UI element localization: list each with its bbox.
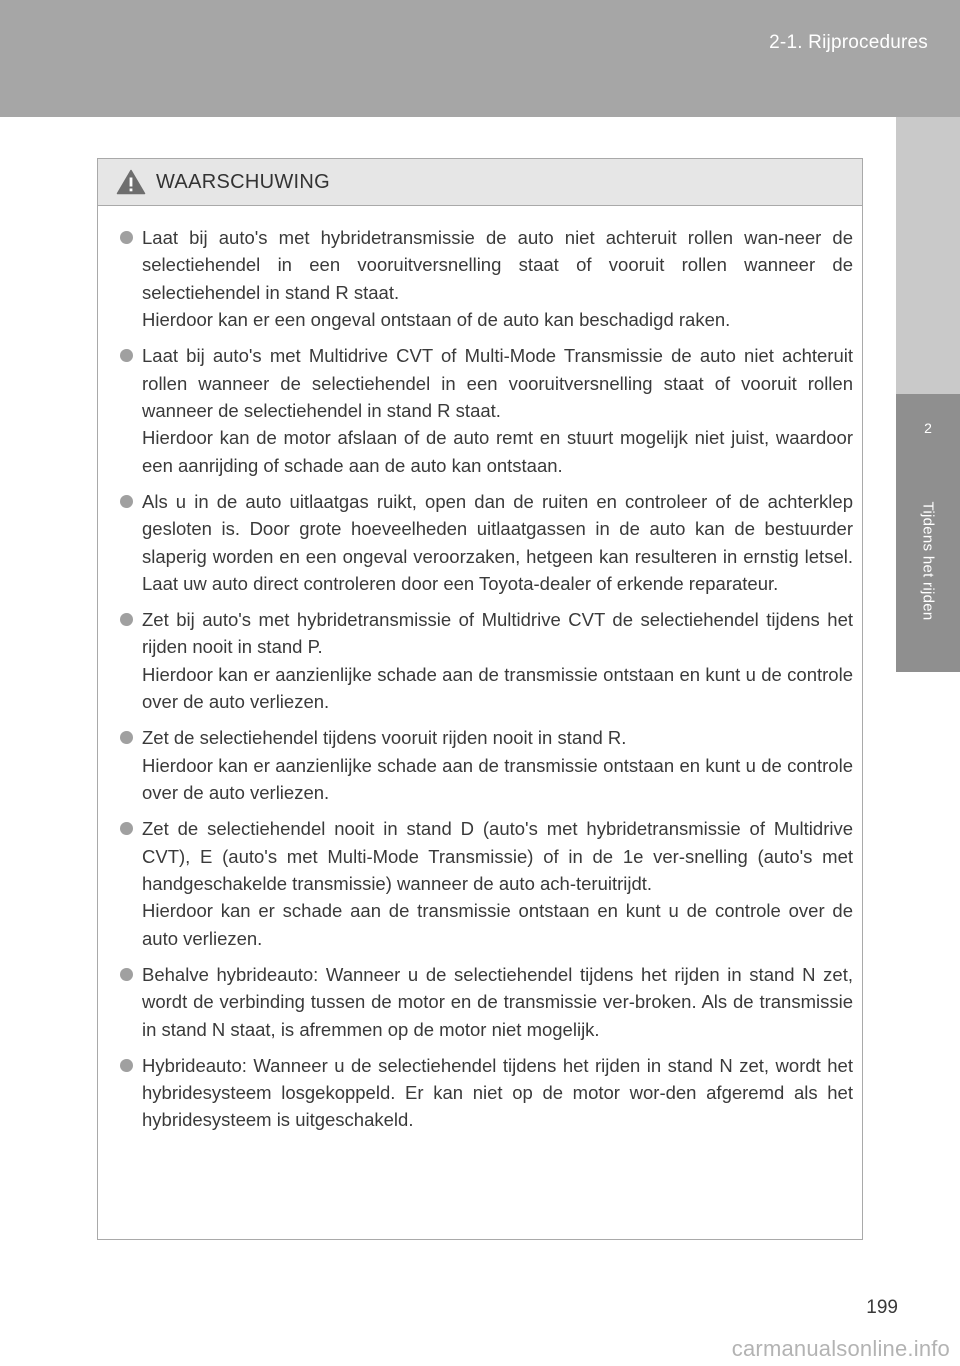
warning-item — [120, 606, 853, 716]
bullet-icon — [120, 495, 133, 508]
warning-item — [120, 815, 853, 952]
warning-item-note: Hierdoor kan er schade aan de transmissie ontstaan en kunt u de controle over de auto verliezen. — [142, 900, 853, 949]
warning-item-text: Zet de selectiehendel tijdens vooruit rijden nooit in stand R. — [142, 727, 627, 749]
chapter-label: Tijdens het rijden — [919, 501, 937, 621]
bullet-icon — [120, 822, 133, 835]
warning-box — [97, 158, 863, 1240]
warning-item-note: Hierdoor kan de motor afslaan of de auto remt en stuurt mogelijk niet juist, waardoor een aanrijding of schade aan de auto kan ontstaan. — [142, 427, 853, 476]
watermark: carmanualsonline.info — [731, 1336, 950, 1361]
bullet-icon — [120, 613, 133, 626]
warning-item — [120, 488, 853, 598]
warning-item — [120, 724, 853, 806]
warning-item-text: Zet bij auto's met hybridetransmissie of Multidrive CVT de selectiehendel tijdens het rijden nooit in stand P. — [142, 609, 853, 658]
bullet-icon — [120, 731, 133, 744]
section-title: 2-1. Rijprocedures — [769, 32, 928, 53]
warning-item-note: Hierdoor kan er aanzienlijke schade aan de transmissie ontstaan en kunt u de controle over de auto verliezen. — [142, 663, 853, 713]
warning-item-text: Zet de selectiehendel nooit in stand D (auto's met hybridetransmissie of Multidrive CVT), E (auto's met Multi-Mode Transmissie) of in de 1e ver-snelling (auto's met handgeschakelde transmissie) wanneer de auto ach-teruitrijdt. — [142, 818, 853, 894]
warning-item — [120, 342, 853, 479]
warning-header — [98, 159, 862, 206]
warning-item-text: Laat bij auto's met Multidrive CVT of Multi-Mode Transmissie de auto niet achteruit rollen wanneer de selectiehendel in een vooruitversnelling staat of vooruit rollen wanneer de selectiehendel in stand R staat. — [142, 345, 853, 422]
warning-item-note: Hierdoor kan er een ongeval ontstaan of de auto kan beschadigd raken. — [142, 309, 731, 331]
warning-title: WAARSCHUWING — [156, 170, 330, 193]
side-tab-upper-strip — [896, 117, 960, 394]
warning-item — [120, 224, 853, 334]
chapter-number: 2 — [924, 420, 932, 436]
warning-item — [120, 1052, 853, 1134]
warning-item-text: Behalve hybrideauto: Wanneer u de selectiehendel tijdens het rijden in stand N zet, wordt de verbinding tussen de motor en de transmissie ver-broken. Als de transmissie in stand N staat, is afremmen op de motor niet mogelijk. — [142, 963, 853, 1040]
warning-item-note: Hierdoor kan er aanzienlijke schade aan de transmissie ontstaan en kunt u de controle over de auto verliezen. — [142, 754, 853, 804]
bullet-icon — [120, 231, 133, 244]
warning-list — [98, 206, 862, 1134]
top-header-band — [0, 0, 960, 117]
bullet-icon — [120, 1059, 133, 1072]
warning-triangle-icon — [116, 169, 146, 195]
bullet-icon — [120, 349, 133, 362]
warning-item-text: Laat bij auto's met hybridetransmissie de auto niet achteruit rollen wan-neer de selectiehendel in een vooruitversnelling staat of vooruit rollen wanneer de selectiehendel in stand R staat. — [142, 227, 853, 303]
bullet-icon — [120, 968, 133, 981]
warning-item — [120, 961, 853, 1043]
warning-item-text: Hybrideauto: Wanneer u de selectiehendel tijdens het rijden in stand N zet, wordt het hybridesysteem losgekoppeld. Er kan niet op de motor wor-den afgeremd als het hybridesysteem is uitgeschakeld. — [142, 1054, 853, 1131]
page-number: 199 — [866, 1297, 898, 1318]
warning-item-text: Als u in de auto uitlaatgas ruikt, open dan de ruiten en controleer of de achterklep gesloten is. Door grote hoeveelheden uitlaatgassen in de auto kan de bestuurder slaperig worden en een ongeval veroorzaken, hetgeen kan resulteren in ernstig letsel. Laat uw auto direct controleren door een Toyota-dealer of erkende reparateur. — [142, 490, 853, 595]
chapter-side-tab — [896, 394, 960, 672]
